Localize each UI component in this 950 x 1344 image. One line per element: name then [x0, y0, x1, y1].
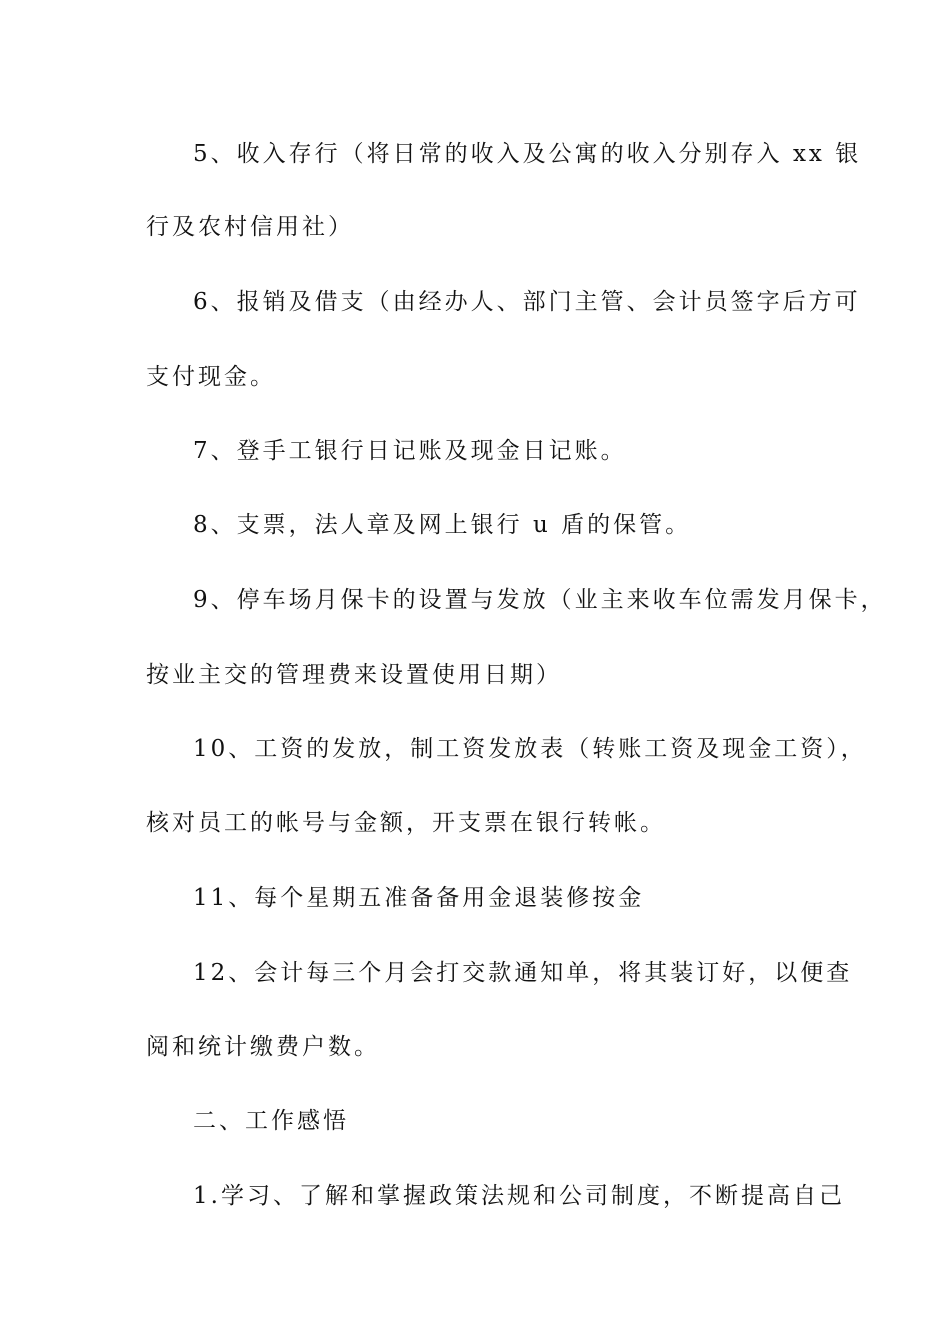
text-line: 12、会计每三个月会打交款通知单，将其装订好，以便查: [193, 960, 853, 986]
text-line: 支付现金。: [146, 364, 276, 390]
text-line: 7、登手工银行日记账及现金日记账。: [193, 438, 627, 464]
text-line: 10、工资的发放，制工资发放表（转账工资及现金工资），: [193, 736, 867, 762]
text-line: 核对员工的帐号与金额，开支票在银行转帐。: [146, 810, 666, 836]
text-line: 6、报销及借支（由经办人、部门主管、会计员签字后方可: [193, 289, 861, 315]
text-line: 1.学习、了解和掌握政策法规和公司制度，不断提高自己: [193, 1183, 845, 1209]
text-line: 行及农村信用社）: [146, 214, 354, 240]
text-line: 11、每个星期五准备备用金退装修按金: [193, 885, 645, 911]
text-line: 8、支票，法人章及网上银行 u 盾的保管。: [193, 512, 692, 538]
section-heading: 二、工作感悟: [193, 1108, 349, 1134]
text-line: 9、停车场月保卡的设置与发放（业主来收车位需发月保卡，: [193, 587, 887, 613]
text-line: 阅和统计缴费户数。: [146, 1034, 380, 1060]
text-line: 按业主交的管理费来设置使用日期）: [146, 662, 562, 688]
text-line: 5、收入存行（将日常的收入及公寓的收入分别存入 xx 银: [193, 141, 862, 167]
